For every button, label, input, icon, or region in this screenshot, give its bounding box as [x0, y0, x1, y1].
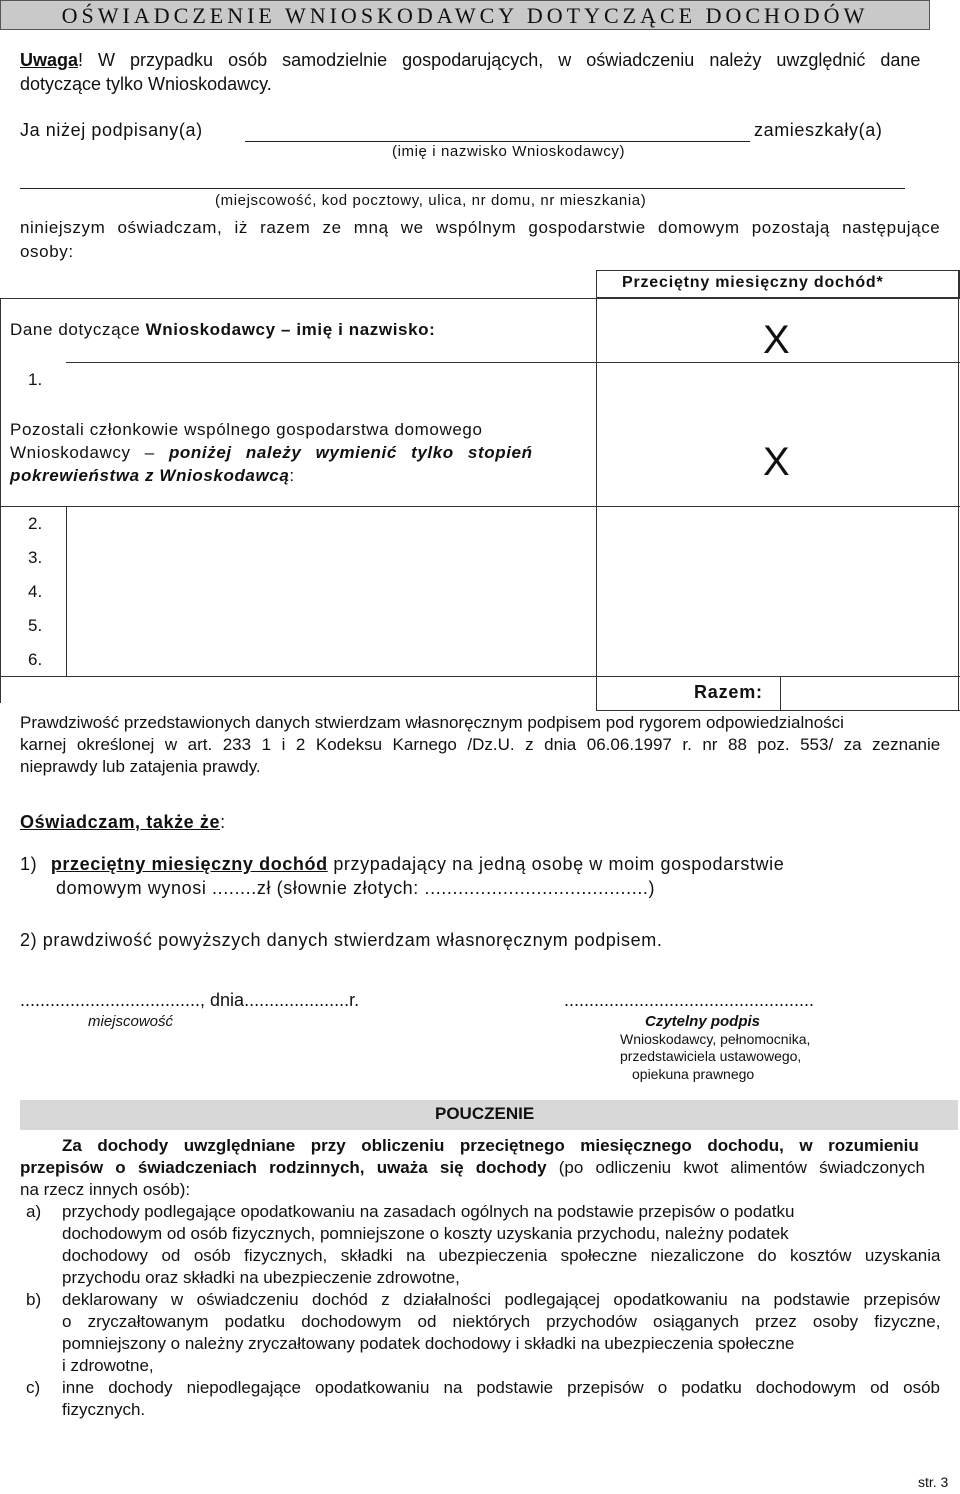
- pouczenie-a-label: a): [26, 1202, 42, 1221]
- rows-top-border: [0, 506, 596, 507]
- also-declare-colon: :: [220, 812, 226, 832]
- pouczenie-c-line-2: fizycznych.: [62, 1400, 146, 1419]
- others-line-3-bold: pokrewieństwa z Wnioskodawcą: [10, 466, 290, 485]
- razem-bottom-border: [596, 710, 960, 711]
- zamieszkaly-label: zamieszkały(a): [754, 120, 883, 140]
- name-field-line[interactable]: [245, 141, 750, 142]
- name-hint: (imię i nazwisko Wnioskodawcy): [392, 143, 626, 160]
- razem-value-field[interactable]: [781, 677, 957, 709]
- signature-desc-1: Wnioskodawcy, pełnomocnika,: [620, 1031, 811, 1047]
- others-line-2-pre: Wnioskodawcy –: [10, 443, 169, 462]
- address-hint: (miejscowość, kod pocztowy, ulica, nr domu, nr mieszkania): [215, 192, 647, 209]
- table-right-border: [958, 270, 959, 710]
- applicant-label: [10, 320, 435, 340]
- pouczenie-intro-1-bold: Za dochody uwzględniane przy obliczeniu przeciętnego miesięcznego dochodu, w rozumieniu: [62, 1136, 919, 1155]
- pouczenie-a-line-3: dochodowy od osób fizycznych, składki na ubezpieczenia społeczne niezaliczone do kosztów uzyskania: [62, 1246, 941, 1265]
- pouczenie-heading: POUCZENIE: [435, 1104, 535, 1123]
- also-declare-heading: [20, 812, 226, 833]
- pouczenie-intro-3: na rzecz innych osób):: [20, 1180, 191, 1199]
- row-1-number: 1.: [28, 370, 43, 389]
- statement-line-1: niniejszym oświadczam, iż razem ze mną we wspólnym gospodarstwie domowym pozostają następujące: [20, 218, 941, 237]
- pouczenie-a-line-4: przychodu oraz składki na ubezpieczenie zdrowotne,: [62, 1268, 460, 1287]
- item-1-line-2: domowym wynosi ........zł (słownie złotych: ........................................): [56, 878, 656, 898]
- place-date-field[interactable]: ...................................., dnia.....................r.: [20, 990, 360, 1010]
- applicant-income-x: X: [763, 318, 790, 362]
- signature-desc-2: przedstawiciela ustawowego,: [620, 1048, 802, 1064]
- item-1-line-1: [20, 854, 784, 875]
- row-1-field[interactable]: [66, 362, 596, 363]
- others-line-3-post: :: [289, 466, 295, 485]
- uwaga-line-2: dotyczące tylko Wnioskodawcy.: [20, 74, 272, 94]
- razem-label: Razem:: [694, 682, 763, 702]
- pouczenie-intro-2: [20, 1158, 925, 1178]
- statement-line-2: osoby:: [20, 242, 74, 261]
- others-line-2: [10, 443, 533, 463]
- table-left-border: [0, 298, 1, 703]
- also-declare-bold: Oświadczam, także że: [20, 812, 221, 832]
- applicant-prefix: Dane dotyczące: [10, 320, 146, 339]
- others-income-x: X: [763, 440, 790, 484]
- item-1-rest: przypadający na jedną osobę w moim gospodarstwie: [327, 854, 785, 874]
- signature-field[interactable]: ..................................................: [564, 990, 815, 1010]
- others-line-2-bold: poniżej należy wymienić tylko stopień: [168, 443, 533, 462]
- pouczenie-b-label: b): [26, 1290, 42, 1309]
- row-5-number: 5.: [28, 616, 43, 635]
- pouczenie-intro-2-rest: (po odliczeniu kwot alimentów świadczonych: [546, 1158, 925, 1177]
- others-line-3: [10, 466, 295, 486]
- others-line-1: Pozostali członkowie wspólnego gospodarstwa domowego: [10, 420, 483, 439]
- uwaga-label: Uwaga: [20, 50, 79, 70]
- table-column-divider: [596, 270, 597, 710]
- truth-line-1: Prawdziwość przedstawionych danych stwierdzam własnoręcznym podpisem pod rygorem odpowiedzialności: [20, 713, 844, 732]
- ja-nizej-label: Ja niżej podpisany(a): [20, 120, 203, 140]
- row-2-number: 2.: [28, 514, 43, 533]
- signature-title: Czytelny podpis: [645, 1013, 761, 1030]
- pouczenie-intro-2-bold: przepisów o świadczeniach rodzinnych, uważa się dochody: [20, 1158, 547, 1177]
- pouczenie-a-line-1: przychody podlegające opodatkowaniu na zasadach ogólnych na podstawie przepisów o podatku: [62, 1202, 795, 1221]
- signature-desc-3: opiekuna prawnego: [632, 1066, 755, 1082]
- pouczenie-c-line-1: inne dochody niepodlegające opodatkowaniu na podstawie przepisów o podatku dochodowym od osób: [62, 1378, 940, 1397]
- truth-line-3: nieprawdy lub zatajenia prawdy.: [20, 757, 261, 776]
- pouczenie-b-line-1: deklarowany w oświadczeniu dochód z działalności podlegającej opodatkowaniu na podstawie przepisów: [62, 1290, 940, 1309]
- income-header: Przeciętny miesięczny dochód*: [622, 274, 884, 291]
- page-number: str. 3: [918, 1474, 949, 1490]
- place-hint: miejscowość: [88, 1013, 174, 1030]
- table-top-border: [0, 298, 960, 299]
- pouczenie-a-line-2: dochodowym od osób fizycznych, pomniejszone o koszty uzyskania przychodu, należny podatek: [62, 1224, 789, 1243]
- document-title: OŚWIADCZENIE WNIOSKODAWCY DOTYCZĄCE DOCHODÓW: [0, 0, 930, 30]
- pouczenie-c-label: c): [26, 1378, 41, 1397]
- row-4-number: 4.: [28, 582, 43, 601]
- row-6-number: 6.: [28, 650, 43, 669]
- item-1-bold: przeciętny miesięczny dochód: [50, 854, 328, 874]
- pouczenie-b-line-4: i zdrowotne,: [62, 1356, 154, 1375]
- uwaga-line-1: [20, 50, 920, 71]
- uwaga-text: ! W przypadku osób samodzielnie gospodarujących, w oświadczeniu należy uwzględnić dane: [78, 50, 921, 70]
- item-2: 2) prawdziwość powyższych danych stwierdzam własnoręcznym podpisem.: [20, 930, 663, 950]
- income-divider-2: [596, 506, 960, 507]
- address-field-line[interactable]: [20, 188, 905, 189]
- item-1-number: 1): [20, 854, 38, 874]
- pouczenie-b-line-3: pomniejszony o należny zryczałtowany podatek dochodowy i składki na ubezpieczenia społeczne: [62, 1334, 795, 1353]
- row-3-number: 3.: [28, 548, 43, 567]
- table-bottom-border: [0, 676, 596, 677]
- truth-line-2: karnej określonej w art. 233 1 i 2 Kodeksu Karnego /Dz.U. z dnia 06.06.1997 r. nr 88 poz. 553/ za zeznanie: [20, 735, 941, 754]
- pouczenie-intro-1: [62, 1136, 919, 1156]
- applicant-bold: Wnioskodawcy – imię i nazwisko:: [145, 320, 436, 339]
- pouczenie-b-line-2: o zryczałtowanym podatku dochodowym od niektórych przychodów osiąganych przez osoby fizyczne,: [62, 1312, 941, 1331]
- rows-number-divider: [66, 506, 67, 676]
